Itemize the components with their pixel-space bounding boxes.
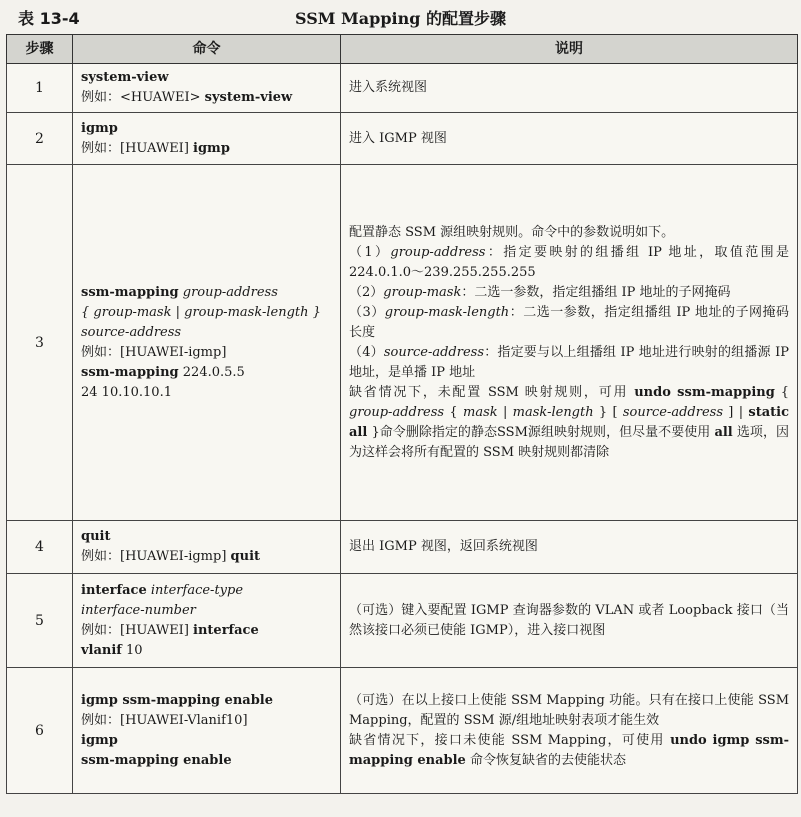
header-step: 步骤 [7,35,73,64]
table-title: SSM Mapping 的配置步骤 [295,9,506,28]
example-args: 24 10.10.10.1 [81,384,172,400]
step-number: 6 [7,668,73,794]
param-name: group-address [390,244,486,260]
description-cell [341,574,798,668]
step-number: 5 [7,574,73,668]
command-text: interface [81,582,147,598]
step-number: 4 [7,521,73,574]
table-header-row [7,35,798,64]
default-note: 缺省情况下，接口未使能 SSM Mapping，可使用 undo igmp ssm-mapping enable 命令恢复缺省的去使能状态 [349,732,789,768]
description-cell [341,165,798,521]
table-row [7,113,798,165]
example-label: 例如：[HUAWEI-igmp] [81,549,231,564]
table-caption [0,0,801,34]
command-cell [73,113,341,165]
param-text: interface-number [81,602,196,618]
description-text: 退出 IGMP 视图，返回系统视图 [349,539,538,554]
command-cell [73,521,341,574]
table-row [7,165,798,521]
description-cell [341,113,798,165]
example-label: 例如：[HUAWEI] [81,622,194,638]
list-marker: （1） [349,244,391,260]
param-name: source-address [383,344,484,360]
list-marker: （3） [349,304,385,320]
description-text: ：指定要与以上组播组 IP 地址进行映射的组播源 IP 地址，是单播 IP 地址 [349,344,789,380]
param-text: group-address [178,284,278,300]
command-text: igmp [193,140,230,156]
description-text: 进入 IGMP 视图 [349,130,447,146]
command-cell [73,64,341,113]
example-args: 224.0.5.5 [178,364,245,380]
description-cell [341,64,798,113]
command-text: ssm-mapping [81,364,179,380]
header-description: 说明 [341,35,798,64]
example-label: 例如：[HUAWEI-Vlanif10] [81,712,248,728]
config-steps-table [6,34,798,794]
step-number: 2 [7,113,73,165]
example-args: 10 [121,642,143,658]
example-label: 例如：[HUAWEI] [81,140,194,156]
example-label: 例如：[HUAWEI-igmp] [81,344,227,360]
command-cell [73,668,341,794]
list-marker: （2） [349,284,384,300]
command-text: interface [193,622,259,638]
param-text: source-address [81,324,182,340]
param-text: { group-mask | group-mask-length } [81,304,321,320]
table-number: 表 13-4 [18,9,80,28]
description-text: 进入系统视图 [349,80,428,95]
step-number: 3 [7,165,73,521]
table-row [7,521,798,574]
table-row [7,574,798,668]
description-text: ：二选一参数，指定组播组 IP 地址的子网掩码长度 [349,304,789,340]
description-text: （可选）在以上接口上使能 SSM Mapping 功能。只有在接口上使能 SSM Mapping，配置的 SSM 源/组地址映射表项才能生效 [349,692,789,728]
param-name: group-mask-length [384,304,510,320]
description-text: （可选）键入要配置 IGMP 查询器参数的 VLAN 或者 Loopback 接口（当然该接口必须已使能 IGMP），进入接口视图 [349,602,789,638]
command-text: igmp [81,120,118,136]
table-row [7,64,798,113]
command-text: igmp [81,732,118,748]
command-text: ssm-mapping [81,284,179,300]
default-note: 缺省情况下，未配置 SSM 映射规则，可用 undo ssm-mapping { group-address { mask | mask-length } [ source-address ] | static all }命令删除指定的静态SSM源组映射规则，但尽量不要使用 all 选项，因为这样会将所有配置的 SSM 映射规则都清除 [349,384,790,460]
command-cell [73,574,341,668]
step-number: 1 [7,64,73,113]
description-text: 配置静态 SSM 源组映射规则。命令中的参数说明如下。 [349,224,675,240]
header-command: 命令 [73,35,341,64]
table-row [7,668,798,794]
example-label: 例如：<HUAWEI> [81,90,205,105]
command-text: vlanif [81,642,122,658]
list-marker: （4） [349,344,384,360]
command-text: igmp ssm-mapping enable [81,692,273,708]
command-text: quit [230,549,261,564]
command-text: ssm-mapping enable [81,752,232,768]
command-text: system-view [81,70,169,85]
command-text: system-view [204,90,293,105]
description-text: ：指定要映射的组播组 IP 地址，取值范围是 224.0.1.0～239.255.255.255 [349,244,789,280]
command-text: quit [81,529,111,544]
description-cell [341,521,798,574]
command-cell [73,165,341,521]
description-cell [341,668,798,794]
description-text: ：二选一参数，指定组播组 IP 地址的子网掩码 [461,284,731,300]
param-name: group-mask [383,284,462,300]
param-text: interface-type [146,582,244,598]
